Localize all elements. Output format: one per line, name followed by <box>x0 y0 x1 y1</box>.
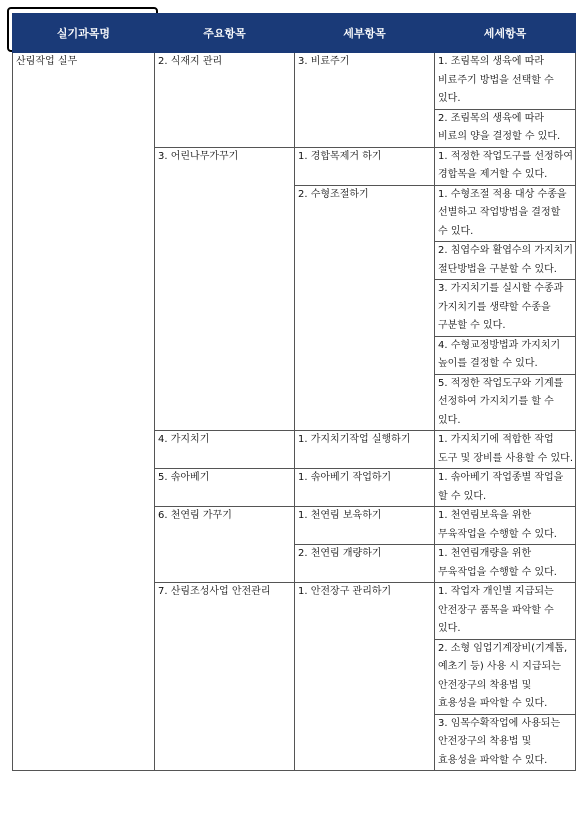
detail-item-cell[interactable]: 3. 가지치기를 실시할 수종과 가지치기를 생략할 수종을 구분할 수 있다. <box>435 280 576 337</box>
detail-item-cell[interactable]: 1. 적정한 작업도구를 선정하여 경합목을 제거할 수 있다. <box>435 147 576 185</box>
exam-criteria-table <box>12 13 576 771</box>
detail-item-cell[interactable]: 2. 소형 임업기계장비(기계톱, 예초기 등) 사용 시 지급되는 안전장구의 착용법 및 효용성을 파악할 수 있다. <box>435 639 576 714</box>
header-row <box>13 14 576 53</box>
sub-item-cell[interactable]: 1. 경합목제거 하기 <box>295 147 435 185</box>
sub-item-cell[interactable]: 1. 솎아베기 작업하기 <box>295 469 435 507</box>
detail-item-cell[interactable]: 1. 천연림보육을 위한 무육작업을 수행할 수 있다. <box>435 507 576 545</box>
sub-item-cell[interactable]: 3. 비료주기 <box>295 53 435 148</box>
main-item-cell[interactable]: 2. 식재지 관리 <box>155 53 295 148</box>
detail-item-cell[interactable]: 5. 적정한 작업도구와 기계를 선정하여 가지치기를 할 수 있다. <box>435 374 576 431</box>
header-sub-item[interactable]: 세부항목 <box>295 14 435 53</box>
header-main-item[interactable]: 주요항목 <box>155 14 295 53</box>
detail-item-cell[interactable]: 1. 천연림개량을 위한 무육작업을 수행할 수 있다. <box>435 545 576 583</box>
table-row <box>13 53 576 110</box>
sub-item-cell[interactable]: 1. 가지치기작업 실행하기 <box>295 431 435 469</box>
main-item-cell[interactable]: 3. 어린나무가꾸기 <box>155 147 295 431</box>
sub-item-cell[interactable]: 1. 천연림 보육하기 <box>295 507 435 545</box>
sub-item-cell[interactable]: 2. 수형조절하기 <box>295 185 435 431</box>
main-item-cell[interactable]: 7. 산림조성사업 안전관리 <box>155 583 295 771</box>
sub-item-cell[interactable]: 1. 안전장구 관리하기 <box>295 583 435 771</box>
detail-item-cell[interactable]: 1. 조림목의 생육에 따라 비료주기 방법을 선택할 수 있다. <box>435 53 576 110</box>
main-item-cell[interactable]: 5. 솎아베기 <box>155 469 295 507</box>
sub-item-cell[interactable]: 2. 천연림 개량하기 <box>295 545 435 583</box>
detail-item-cell[interactable]: 3. 임목수확작업에 사용되는 안전장구의 착용법 및 효용성을 파악할 수 있다. <box>435 714 576 771</box>
subject-name-cell[interactable]: 산림작업 실무 <box>13 53 155 771</box>
detail-item-cell[interactable]: 1. 솎아베기 작업종별 작업을 할 수 있다. <box>435 469 576 507</box>
detail-item-cell[interactable]: 4. 수형교정방법과 가지치기 높이를 결정할 수 있다. <box>435 336 576 374</box>
detail-item-cell[interactable]: 2. 침엽수와 활엽수의 가지치기 절단방법을 구분할 수 있다. <box>435 242 576 280</box>
main-item-cell[interactable]: 6. 천연림 가꾸기 <box>155 507 295 583</box>
main-item-cell[interactable]: 4. 가지치기 <box>155 431 295 469</box>
detail-item-cell[interactable]: 2. 조림목의 생육에 따라 비료의 양을 결정할 수 있다. <box>435 109 576 147</box>
detail-item-cell[interactable]: 1. 작업자 개인별 지급되는 안전장구 품목을 파악할 수 있다. <box>435 583 576 640</box>
detail-item-cell[interactable]: 1. 가지치기에 적합한 작업 도구 및 장비를 사용할 수 있다. <box>435 431 576 469</box>
header-detail-item[interactable]: 세세항목 <box>435 14 576 53</box>
detail-item-cell[interactable]: 1. 수형조절 적용 대상 수종을 선별하고 작업방법을 결정할 수 있다. <box>435 185 576 242</box>
header-subject[interactable]: 실기과목명 <box>13 14 155 53</box>
